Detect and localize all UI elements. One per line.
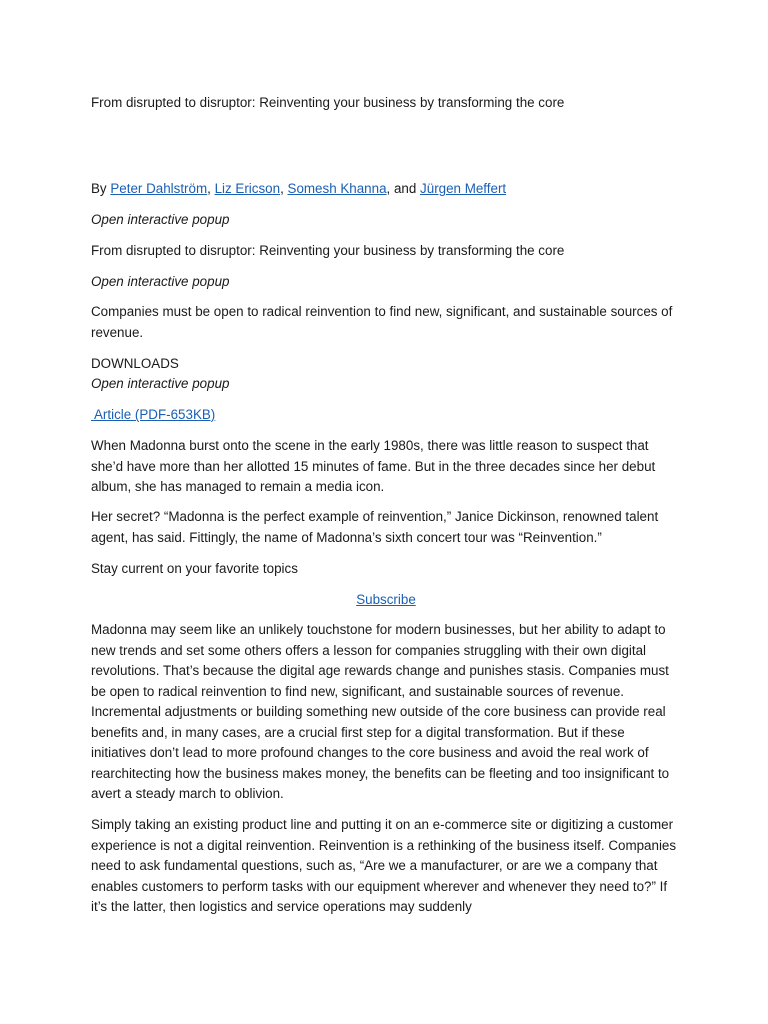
byline-separator: , and: [386, 181, 421, 196]
byline-prefix: By: [91, 181, 111, 196]
popup-label: Open interactive popup: [91, 274, 230, 289]
download-item: [91, 405, 681, 426]
author-link-jurgen-meffert[interactable]: Jürgen Meffert: [420, 181, 507, 196]
body-paragraph: When Madonna burst onto the scene in the early 1980s, there was little reason to suspect that she’d have more than her allotted 15 minutes of fame. But in the three decades since her debut album, she has managed to remain a media icon.: [91, 438, 656, 494]
stay-current-text: Stay current on your favorite topics: [91, 561, 298, 576]
document-title: From disrupted to disruptor: Reinventing your business by transforming the core: [91, 95, 565, 110]
byline: [91, 179, 681, 200]
byline-separator: ,: [207, 181, 215, 196]
downloads-heading: DOWNLOADS: [91, 356, 179, 371]
author-link-somesh-khanna[interactable]: Somesh Khanna: [287, 181, 387, 196]
subscribe-row: [91, 590, 681, 611]
article-pdf-link[interactable]: Article (PDF-653KB): [91, 407, 216, 422]
popup-label: Open interactive popup: [91, 376, 230, 391]
body-paragraph: Her secret? “Madonna is the perfect example of reinvention,” Janice Dickinson, renowned talent agent, has said. Fittingly, the name of Madonna’s sixth concert tour was “Reinvention.”: [91, 509, 659, 545]
author-link-peter-dahlstrom[interactable]: Peter Dahlström: [110, 181, 208, 196]
subtitle: From disrupted to disruptor: Reinventing your business by transforming the core: [91, 243, 565, 258]
summary-text: Companies must be open to radical reinvention to find new, significant, and sustainable sources of revenue.: [91, 304, 673, 340]
byline-separator: ,: [280, 181, 288, 196]
author-link-liz-ericson[interactable]: Liz Ericson: [214, 181, 281, 196]
body-paragraph: Simply taking an existing product line and putting it on an e-commerce site or digitizing a customer experience is not a digital reinvention. Reinvention is a rethinking of the business itself. Companies need to ask fundamental questions, such as, “Are we a manufacturer, or are we a company that enables customers to perform tasks with our equipment wherever and whenever they need to?” If it’s the latter, then logistics and service operations may suddenly: [91, 817, 677, 914]
subscribe-link[interactable]: Subscribe: [356, 592, 416, 607]
popup-label: Open interactive popup: [91, 212, 230, 227]
body-paragraph: Madonna may seem like an unlikely touchstone for modern businesses, but her ability to adapt to new trends and set some others offers a lesson for companies struggling with their own digital revolutions. That’s because the digital age rewards change and punishes stasis. Companies must be open to radical reinvention to find new, significant, and sustainable sources of revenue. Incremental adjustments or building something new outside of the core business can provide real benefits and, in many cases, are a crucial first step for a digital transformation. But if these initiatives don’t lead to more profound changes to the core business and avoid the real work of rearchitecting how the business makes money, the benefits can be fleeting and too insignificant to avert a steady march to oblivion.: [91, 622, 670, 801]
